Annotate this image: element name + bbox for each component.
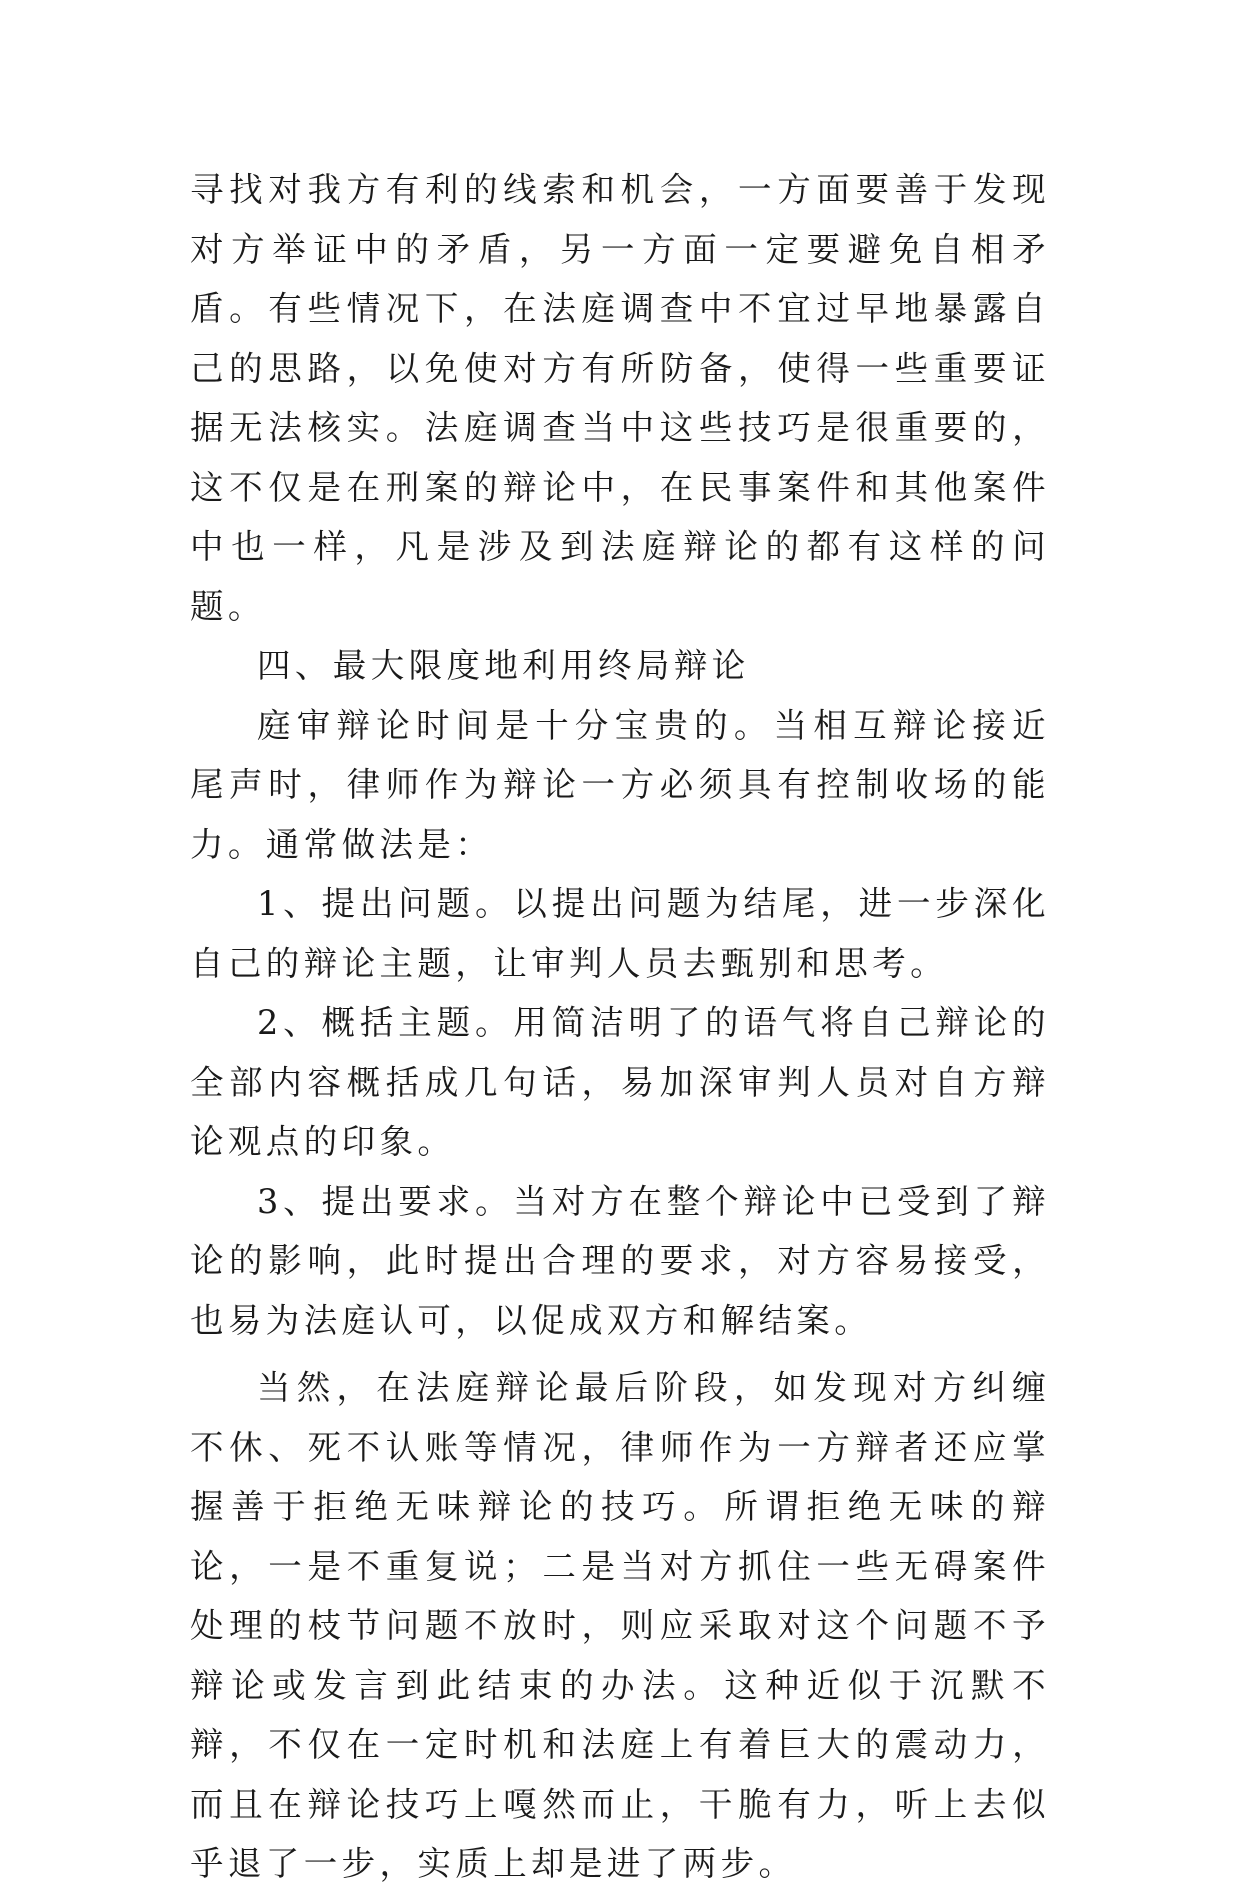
paragraph: 当然，在法庭辩论最后阶段，如发现对方纠缠不休、死不认账等情况，律师作为一方辩者还应掌握善于拒绝无味辩论的技巧。所谓拒绝无味的辩论，一是不重复说；二是当对方抓住一些无碍案件处理的枝节问题不放时，则应采取对这个问题不予辩论或发言到此结束的办法。这种近似于沉默不辩，不仅在一定时机和法庭上有着巨大的震动力，而且在辩论技巧上嘎然而止，干脆有力，听上去似乎退了一步，实质上却是进了两步。: [190, 1368, 1050, 1883]
list-item-3: 3、提出要求。当对方在整个辩论中已受到了辩论的影响，此时提出合理的要求，对方容易接受，也易为法庭认可，以促成双方和解结案。: [190, 1181, 1050, 1340]
list-item-1: 1、提出问题。以提出问题为结尾，进一步深化自己的辩论主题，让审判人员去甄别和思考。: [190, 884, 1050, 983]
paragraph-continuation: 寻找对我方有利的线索和机会，一方面要善于发现对方举证中的矛盾，另一方面一定要避免自相矛盾。有些情况下，在法庭调查中不宜过早地暴露自己的思路，以免使对方有所防备，使得一些重要证据无法核实。法庭调查当中这些技巧是很重要的，这不仅是在刑案的辩论中，在民事案件和其他案件中也一样，凡是涉及到法庭辩论的都有这样的问题。: [190, 170, 1050, 626]
section-heading: 四、最大限度地利用终局辩论: [257, 646, 750, 685]
paragraph: 庭审辩论时间是十分宝贵的。当相互辩论接近尾声时，律师作为辩论一方必须具有控制收场的能力。通常做法是：: [190, 705, 1050, 864]
document-body: [190, 160, 1050, 1894]
list-item-2: 2、概括主题。用简洁明了的语气将自己辩论的全部内容概括成几句话，易加深审判人员对自方辩论观点的印象。: [190, 1003, 1050, 1161]
